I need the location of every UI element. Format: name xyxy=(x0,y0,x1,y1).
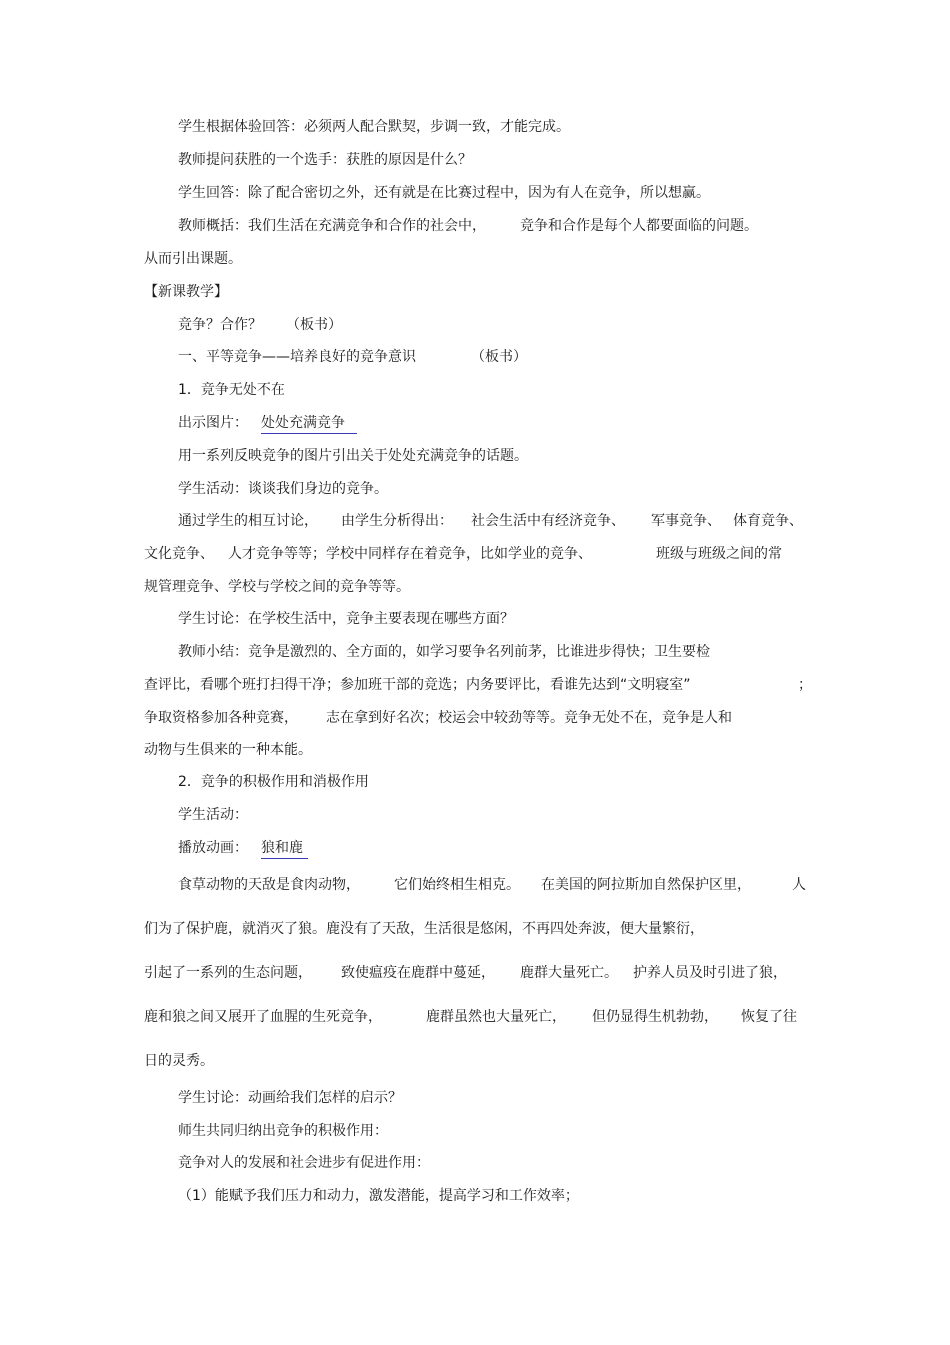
paragraph-line: 社会生活中有经济竞争、 xyxy=(471,513,625,529)
paragraph-line: 鹿群大量死亡。 xyxy=(520,965,618,981)
paragraph-line: ； xyxy=(798,677,812,693)
paragraph-line: 查评比，看哪个班打扫得干净；参加班干部的竞选；内务要评比，看谁先达到“文明寝室” xyxy=(144,677,691,693)
paragraph-line: 班级与班级之间的常 xyxy=(656,546,782,562)
paragraph-line: 竞争？合作？ xyxy=(178,317,262,333)
paragraph-line: （1）能赋予我们压力和动力，激发潜能，提高学习和工作效率； xyxy=(178,1188,579,1204)
paragraph-line: 竞争和合作是每个人都要面临的问题。 xyxy=(520,218,758,234)
paragraph-line: 恢复了往 xyxy=(741,1009,797,1025)
paragraph-line: 军事竞争、 xyxy=(651,513,721,529)
paragraph-line: 志在拿到好名次；校运会中较劲等等。竞争无处不在，竞争是人和 xyxy=(326,710,732,726)
paragraph-line: 用一系列反映竞争的图片引出关于处处充满竞争的话题。 xyxy=(178,448,528,464)
paragraph-line: 学生回答：除了配合密切之外，还有就是在比赛过程中，因为有人在竞争，所以想赢。 xyxy=(178,185,710,201)
paragraph-line: 竞争对人的发展和社会进步有促进作用： xyxy=(178,1155,430,1171)
paragraph-line: 日的灵秀。 xyxy=(144,1053,214,1069)
paragraph-line: 引起了一系列的生态问题， xyxy=(144,965,312,981)
animation-link[interactable]: 狼和鹿 xyxy=(261,839,308,859)
paragraph-line: 在美国的阿拉斯加自然保护区里， xyxy=(541,877,751,893)
paragraph-line: 规管理竞争、学校与学校之间的竞争等等。 xyxy=(144,579,410,595)
paragraph-line: 学生活动：谈谈我们身边的竞争。 xyxy=(178,481,388,497)
paragraph-line: 教师概括：我们生活在充满竞争和合作的社会中， xyxy=(178,218,486,234)
paragraph-line: （板书） xyxy=(286,317,342,333)
paragraph-line: 学生根据体验回答：必须两人配合默契，步调一致，才能完成。 xyxy=(178,119,570,135)
subheading: 2．竞争的积极作用和消极作用 xyxy=(178,774,369,790)
paragraph-line: 学生活动： xyxy=(178,807,248,823)
paragraph-line: 食草动物的天敌是食肉动物， xyxy=(178,877,360,893)
section-heading: 【新课教学】 xyxy=(144,284,228,300)
paragraph-line: 致使瘟疫在鹿群中蔓延， xyxy=(341,965,495,981)
paragraph-line: 鹿和狼之间又展开了血腥的生死竞争， xyxy=(144,1009,382,1025)
paragraph-line: 鹿群虽然也大量死亡， xyxy=(426,1009,566,1025)
paragraph-line: 人才竞争等等；学校中同样存在着竞争，比如学业的竞争、 xyxy=(228,546,592,562)
paragraph-line: 从而引出课题。 xyxy=(144,251,242,267)
paragraph-line: 动物与生俱来的一种本能。 xyxy=(144,742,312,758)
paragraph-line: 护养人员及时引进了狼， xyxy=(633,965,787,981)
paragraph-line: 师生共同归纳出竞争的积极作用： xyxy=(178,1123,388,1139)
paragraph-line: 教师小结：竞争是激烈的、全方面的，如学习要争名列前茅，比谁进步得快；卫生要检 xyxy=(178,644,710,660)
paragraph-line: 出示图片： xyxy=(178,415,248,431)
paragraph-line: （板书） xyxy=(471,349,527,365)
paragraph-line: 学生讨论：动画给我们怎样的启示？ xyxy=(178,1090,402,1106)
image-link[interactable]: 处处充满竞争 xyxy=(261,414,357,434)
subheading: 1．竞争无处不在 xyxy=(178,382,285,398)
paragraph-line: 一、平等竞争——培养良好的竞争意识 xyxy=(178,349,416,365)
paragraph-line: 学生讨论：在学校生活中，竞争主要表现在哪些方面？ xyxy=(178,611,514,627)
paragraph-line: 文化竞争、 xyxy=(144,546,214,562)
paragraph-line: 播放动画： xyxy=(178,840,248,856)
paragraph-line: 争取资格参加各种竞赛， xyxy=(144,710,298,726)
paragraph-line: 但仍显得生机勃勃， xyxy=(592,1009,718,1025)
paragraph-line: 它们始终相生相克。 xyxy=(394,877,520,893)
paragraph-line: 人 xyxy=(792,877,806,893)
paragraph-line: 体育竞争、 xyxy=(733,513,803,529)
paragraph-line: 们为了保护鹿，就消灭了狼。鹿没有了天敌，生活很是悠闲，不再四处奔波，便大量繁衍， xyxy=(144,921,704,937)
paragraph-line: 教师提问获胜的一个选手：获胜的原因是什么？ xyxy=(178,152,472,168)
paragraph-line: 通过学生的相互讨论， xyxy=(178,513,318,529)
paragraph-line: 由学生分析得出： xyxy=(341,513,453,529)
